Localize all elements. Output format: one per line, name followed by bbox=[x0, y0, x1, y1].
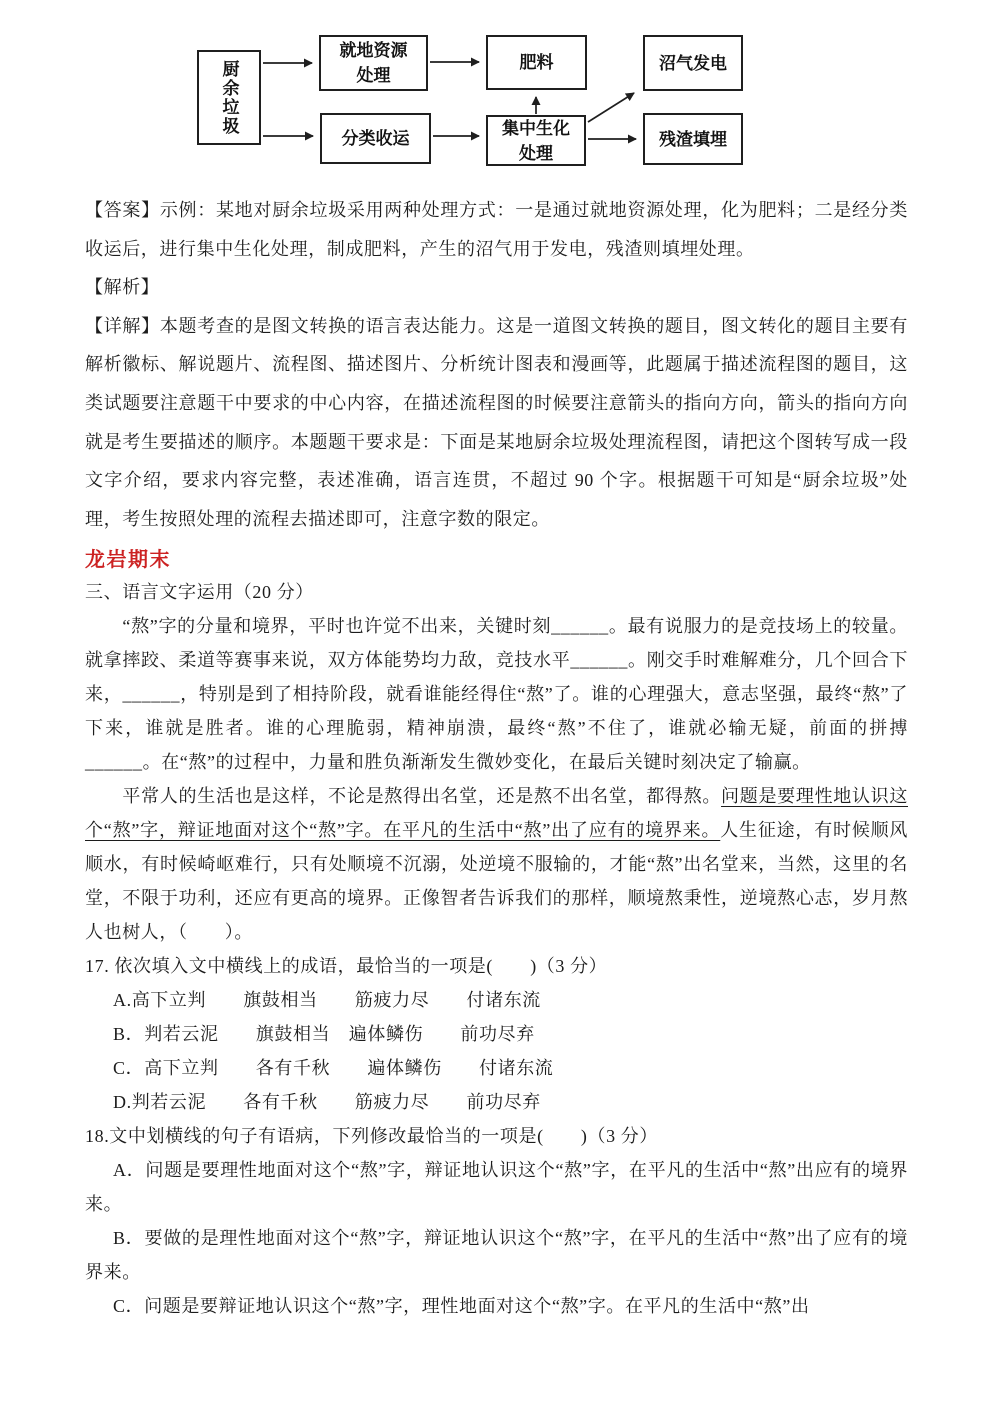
arrow-biochemical-to-biogas bbox=[588, 93, 634, 122]
passage-paragraph-2 bbox=[85, 779, 908, 949]
answer-text: 示例：某地对厨余垃圾采用两种处理方式：一是通过就地资源处理，化为肥料；二是经分类收运后，进行集中生化处理，制成肥料，产生的沼气用于发电，残渣则填埋处理。 bbox=[85, 200, 908, 259]
q18-option-b: B．要做的是理性地面对这个“熬”字，辩证地认识这个“熬”字，在平凡的生活中“熬”出了应有的境界来。 bbox=[85, 1228, 908, 1283]
q18-option-a: A．问题是要理性地面对这个“熬”字，辩证地认识这个“熬”字，在平凡的生活中“熬”出应有的境界来。 bbox=[85, 1160, 908, 1215]
paragraph2-after: 人生征途，有时候顺风顺水，有时候崎岖难行，只有处顺境不沉溺，处逆境不服输的，才能“熬”出名堂来，当然，这里的名堂，不限于功利，还应有更高的境界。正像智者告诉我们的那样，顺境熬秉性，逆境熬心志，岁月熬人也树人，（ ）。 bbox=[85, 820, 908, 943]
flowchart-node-central-biochemical bbox=[486, 115, 586, 166]
flowchart-node-biogas-power bbox=[643, 35, 743, 91]
underlined-sentence: 问题是要理性地认识这个“熬”字，辩证地面对这个“熬”字。在平凡的生活中“熬”出了应有的境界来。 bbox=[85, 786, 908, 841]
answer-label: 【答案】 bbox=[85, 200, 160, 220]
node-label: 残渣填埋 bbox=[659, 129, 727, 149]
paragraph2-before: 平常人的生活也是这样，不论是熬得出名堂，还是熬不出名堂，都得熬。 bbox=[85, 786, 722, 807]
answer-paragraph bbox=[85, 191, 908, 268]
q18-stem: 18.文中划横线的句子有语病，下列修改最恰当的一项是( )（3 分） bbox=[85, 1126, 658, 1147]
detail-text: 本题考查的是图文转换的语言表达能力。这是一道图文转换的题目，图文转化的题目主要有解析徽标、解说题片、流程图、描述图片、分析统计图表和漫画等，此题属于描述流程图的题目，这类试题要注意题干中要求的中心内容，在描述流程图的时候要注意箭头的指向方向，箭头的指向方向就是考生要描述的顺序。本题题干要求是：下面是某地厨余垃圾处理流程图，请把这个图转写成一段文字介绍，要求内容完整，表述准确，语言连贯，不超过 90 个字。根据题干可知是“厨余垃圾”处理，考生按照处理的流程去描述即可，注意字数的限定。 bbox=[85, 315, 908, 529]
q17-option-c: C．高下立判 各有千秋 遍体鳞伤 付诸东流 bbox=[113, 1058, 554, 1079]
node-label: 沼气发电 bbox=[659, 53, 727, 73]
flowchart bbox=[0, 0, 992, 182]
q18-option-c: C．问题是要辩证地认识这个“熬”字，理性地面对这个“熬”字。在平凡的生活中“熬”出 bbox=[113, 1296, 810, 1317]
q17-option-a: A.高下立判 旗鼓相当 筋疲力尽 付诸东流 bbox=[113, 990, 541, 1011]
node-label: 厨余垃圾 bbox=[219, 59, 239, 136]
detail-paragraph bbox=[85, 307, 908, 539]
node-label: 就地资源处理 bbox=[339, 41, 408, 85]
section-heading: 龙岩期末 bbox=[85, 549, 171, 572]
passage-paragraph-1: “熬”字的分量和境界，平时也许觉不出来，关键时刻______。最有说服力的是竞技场上的较量。就拿摔跤、柔道等赛事来说，双方体能势均力敌，竞技水平______。刚交手时难解难分，几个回合下来，______，特别是到了相持阶段，就看谁能经得住“熬”了。谁的心理强大，意志坚强，最终“熬”了下来，谁就是胜者。谁的心理脆弱，精神崩溃，最终“熬”不住了，谁就必输无疑，前面的拼搏______。在“熬”的过程中，力量和胜负渐渐发生微妙变化，在最后关键时刻决定了输赢。 bbox=[85, 616, 908, 773]
flowchart-node-onsite-processing bbox=[319, 35, 428, 91]
node-label: 分类收运 bbox=[341, 129, 410, 148]
node-label: 肥料 bbox=[519, 53, 554, 72]
flowchart-node-sorted-collection bbox=[320, 113, 431, 164]
flowchart-node-residue-landfill bbox=[643, 113, 743, 165]
analysis-label: 【解析】 bbox=[85, 277, 160, 298]
node-label: 集中生化处理 bbox=[502, 118, 570, 163]
q17-option-b: B．判若云泥 旗鼓相当 遍体鳞伤 前功尽弃 bbox=[113, 1024, 535, 1045]
q17-option-d: D.判若云泥 各有千秋 筋疲力尽 前功尽弃 bbox=[113, 1092, 541, 1113]
flowchart-node-kitchen-waste bbox=[197, 50, 261, 145]
document-body bbox=[0, 191, 992, 1323]
section-title: 三、语言文字运用（20 分） bbox=[85, 582, 314, 603]
flowchart-node-fertilizer bbox=[486, 35, 587, 90]
detail-label: 【详解】 bbox=[85, 315, 160, 336]
q17-stem: 17. 依次填入文中横线上的成语，最恰当的一项是( )（3 分） bbox=[85, 956, 608, 977]
